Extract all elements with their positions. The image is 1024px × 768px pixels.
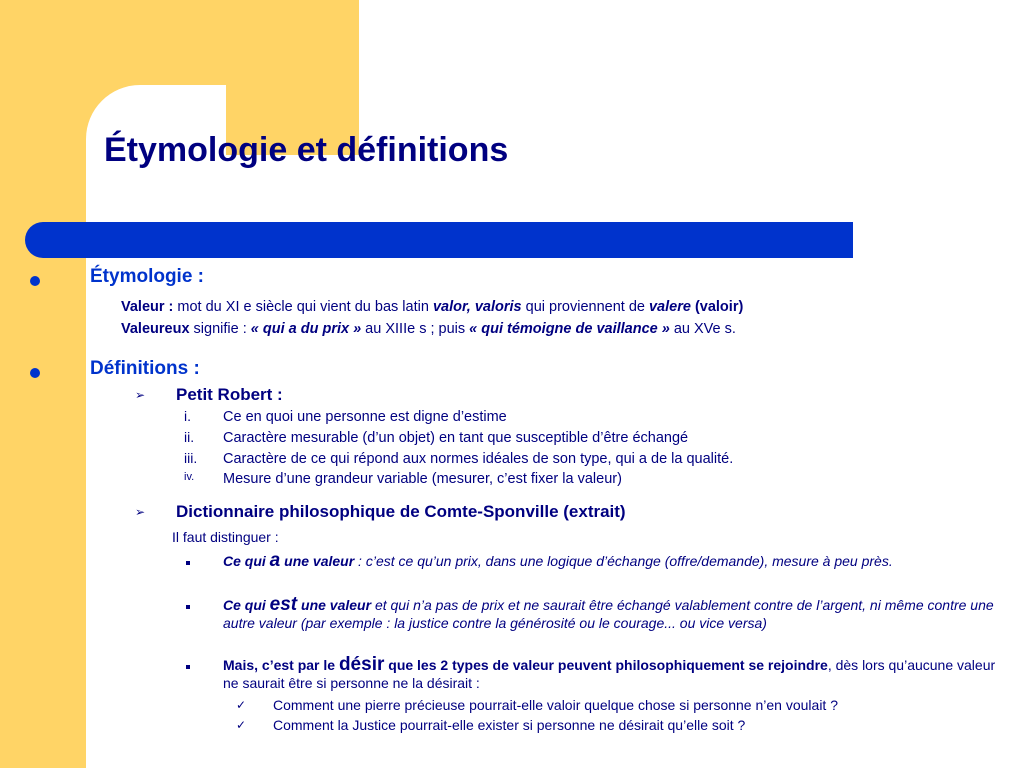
text-span: Ce qui: [223, 553, 270, 569]
valeur-bullet-3: [223, 656, 1013, 692]
definition-item: Caractère de ce qui répond aux normes idéales de son type, qui a de la qualité.: [223, 451, 734, 467]
square-bullet-icon: [186, 665, 190, 669]
text-span: signifie :: [189, 321, 251, 337]
text-span: (valoir): [690, 299, 744, 315]
emphasis-est: est: [269, 594, 298, 615]
list-number: i.: [184, 408, 191, 424]
valeur-bullet-2: [223, 596, 1013, 632]
text-span: Mais, c’est par le: [223, 657, 339, 673]
etymology-line-valeureux: [121, 320, 736, 338]
definition-item: Ce en quoi une personne est digne d’estime: [223, 409, 507, 425]
list-number: ii.: [184, 429, 195, 445]
term-valeur: Valeur :: [121, 299, 174, 315]
text-span: et qui n’a pas de prix et ne saurait être échangé valablement contre de l’argent, ni même contre une autre valeur (par exemple : la justice contre la générosité ou le courage... ou vice versa): [223, 597, 994, 631]
petit-robert-heading: Petit Robert :: [176, 385, 283, 404]
term-valere: valere: [648, 299, 691, 315]
square-bullet-icon: [186, 561, 190, 565]
list-number: iv.: [184, 471, 195, 483]
section-etymologie-heading: Étymologie :: [90, 266, 205, 287]
check-item: Comment la Justice pourrait-elle exister si personne ne désirait qu’elle soit ?: [273, 717, 746, 733]
bullet-dot-icon: [30, 368, 40, 378]
quote-prix: « qui a du prix »: [250, 321, 362, 337]
text-span: : c’est ce qu’un prix, dans une logique d’échange (offre/demande), mesure à peu près.: [354, 553, 893, 569]
term-valeureux: Valeureux: [121, 321, 190, 337]
emphasis-a: a: [269, 550, 281, 571]
list-number: iii.: [184, 450, 198, 466]
text-span: une valeur: [297, 597, 372, 613]
definition-item: Caractère mesurable (d’un objet) en tant que susceptible d’être échangé: [223, 430, 689, 446]
text-span: au XVe s.: [669, 321, 736, 337]
definition-item: Mesure d’une grandeur variable (mesurer, c’est fixer la valeur): [223, 471, 622, 487]
title-underline-bar: [25, 222, 853, 258]
slide-title: Étymologie et définitions: [104, 131, 509, 169]
check-icon: ✓: [236, 698, 247, 712]
quote-vaillance: « qui témoigne de vaillance »: [469, 321, 670, 337]
arrow-bullet-icon: ➢: [135, 505, 146, 519]
check-item: Comment une pierre précieuse pourrait-elle valoir quelque chose si personne n’en voulait ?: [273, 697, 838, 713]
text-span: une valeur: [280, 553, 355, 569]
text-span: Ce qui: [223, 597, 270, 613]
decor-yellow-side: [0, 0, 86, 768]
dictionnaire-heading: Dictionnaire philosophique de Comte-Sponville (extrait): [176, 502, 626, 521]
section-definitions-heading: Définitions :: [90, 358, 200, 379]
text-span: qui proviennent de: [521, 299, 649, 315]
text-span: au XIIIe s ; puis: [361, 321, 470, 337]
valeur-bullet-1: [223, 552, 1013, 570]
check-icon: ✓: [236, 718, 247, 732]
text-span: mot du XI e siècle qui vient du bas latin: [173, 299, 433, 315]
intro-text: Il faut distinguer :: [172, 529, 279, 545]
arrow-bullet-icon: ➢: [135, 388, 146, 402]
emphasis-desir: désir: [338, 654, 385, 675]
etymology-line-valeur: [121, 298, 743, 316]
text-span: , dès lors qu’aucune valeur ne saurait être si personne ne la désirait :: [223, 657, 996, 691]
bullet-dot-icon: [30, 276, 40, 286]
term-valor: valor, valoris: [432, 299, 522, 315]
text-span: que les 2 types de valeur peuvent philosophiquement se rejoindre: [384, 657, 828, 673]
square-bullet-icon: [186, 605, 190, 609]
